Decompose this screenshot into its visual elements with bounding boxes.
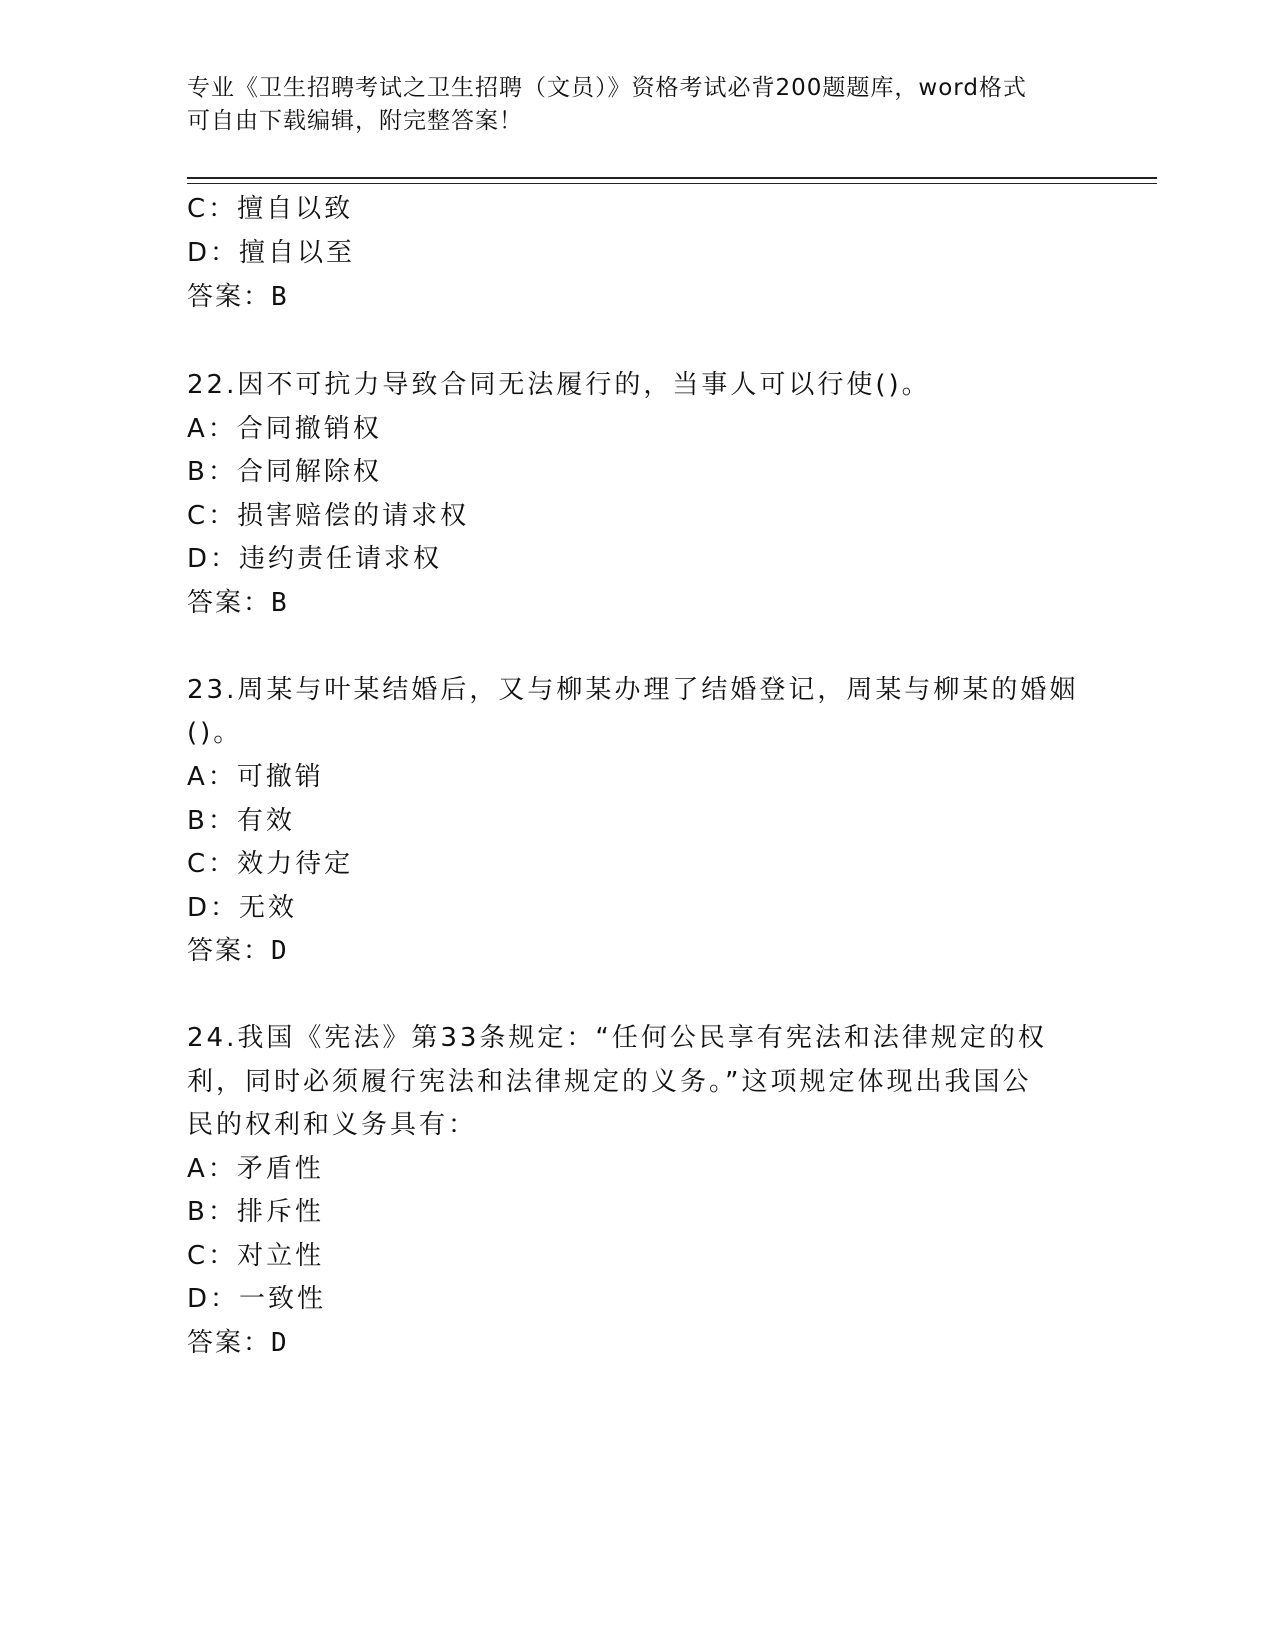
q24-option-b: B：排斥性 — [187, 1197, 324, 1227]
answer-value: B — [271, 588, 289, 618]
prev-option-d: D：擅自以至 — [187, 238, 356, 268]
q24-stem-line-2: 利，同时必须履行宪法和法律规定的义务。”这项规定体现出我国公 — [187, 1067, 1032, 1097]
prev-option-c: C：擅自以致 — [187, 194, 354, 224]
answer-label: 答案： — [187, 936, 272, 966]
q23-stem-line-2: ()。 — [187, 718, 243, 748]
q23-option-b: B：有效 — [187, 806, 295, 836]
q22-stem: 22.因不可抗力导致合同无法履行的，当事人可以行使()。 — [187, 370, 931, 400]
answer-value: D — [271, 936, 289, 966]
q24-option-d: D：一致性 — [187, 1284, 327, 1314]
answer-label: 答案： — [187, 1328, 272, 1358]
q24-answer — [187, 1327, 289, 1359]
q22-option-b: B：合同解除权 — [187, 457, 382, 487]
answer-value: B — [271, 282, 289, 312]
q23-option-d: D：无效 — [187, 893, 298, 923]
header-rule-thin — [187, 183, 1157, 184]
q22-option-a: A：合同撤销权 — [187, 414, 382, 444]
q24-option-c: C：对立性 — [187, 1241, 325, 1271]
q24-stem-line-1: 24.我国《宪法》第33条规定：“任何公民享有宪法和法律规定的权 — [187, 1023, 1047, 1053]
q23-option-a: A：可撤销 — [187, 762, 324, 792]
q23-stem-line-1: 23.周某与叶某结婚后，又与柳某办理了结婚登记，周某与柳某的婚姻 — [187, 675, 1079, 705]
q22-option-d: D：违约责任请求权 — [187, 544, 443, 574]
answer-label: 答案： — [187, 588, 272, 618]
q22-answer — [187, 587, 289, 619]
q24-option-a: A：矛盾性 — [187, 1154, 324, 1184]
header-line-2: 可自由下载编辑，附完整答案！ — [187, 108, 523, 134]
q22-option-c: C：损害赔偿的请求权 — [187, 501, 470, 531]
header-line-1: 专业《卫生招聘考试之卫生招聘（文员）》资格考试必背200题题库，word格式 — [187, 75, 1027, 101]
prev-answer — [187, 281, 289, 313]
answer-label: 答案： — [187, 282, 272, 312]
document-header — [187, 72, 1067, 138]
answer-value: D — [271, 1328, 289, 1358]
q23-option-c: C：效力待定 — [187, 849, 354, 879]
q23-answer — [187, 935, 289, 967]
q24-stem-line-3: 民的权利和义务具有： — [187, 1110, 478, 1140]
header-rule-thick — [187, 177, 1157, 179]
